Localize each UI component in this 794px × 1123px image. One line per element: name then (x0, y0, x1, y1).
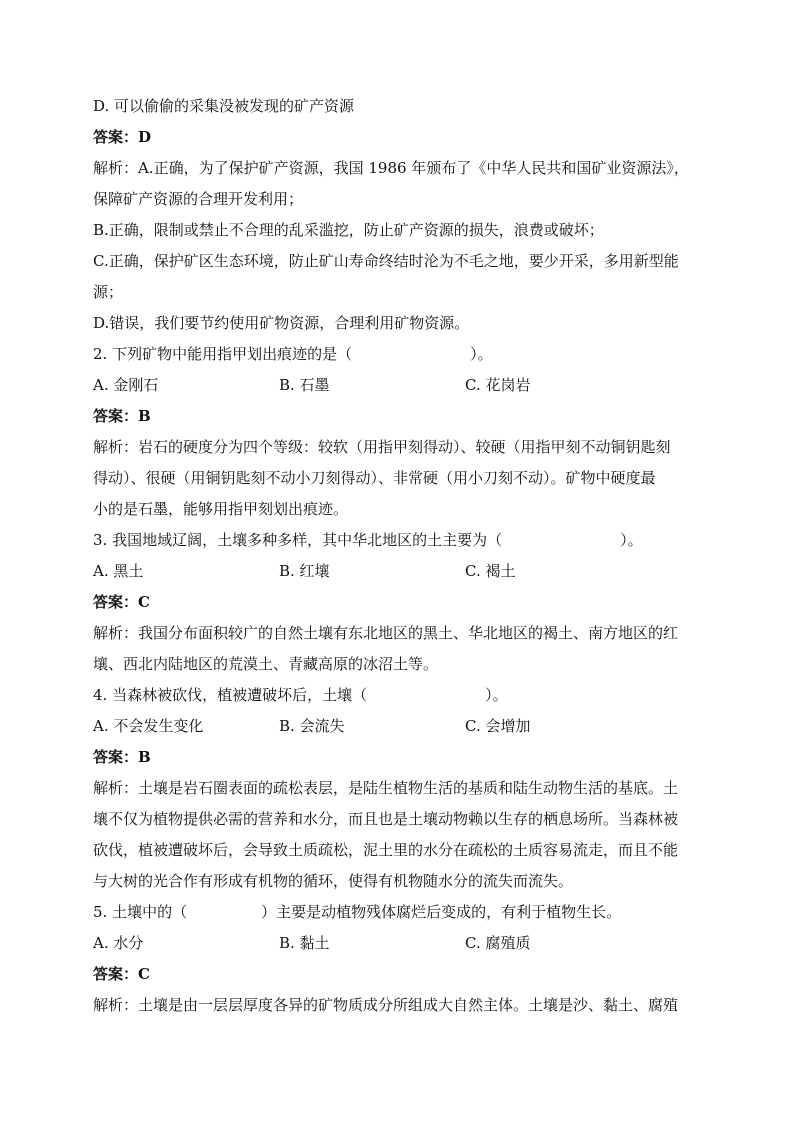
q1-analysis-line: 解析：A.正确，为了保护矿产资源，我国 1986 年颁布了《中华人民共和国矿业资源法》， (93, 159, 689, 177)
q2-option-c: C. 花岗岩 (465, 376, 531, 394)
q3-analysis-line: 壤、西北内陆地区的荒漠土、青藏高原的冰沼土等。 (93, 655, 439, 673)
q2-stem (93, 339, 733, 370)
q3-stem (93, 525, 733, 556)
q5-option-c: C. 腐殖质 (465, 934, 531, 952)
q5-answer: 答案：C (93, 965, 150, 983)
q1-analysis-line: 保障矿产资源的合理开发利用； (93, 190, 304, 208)
document-page (93, 91, 733, 1021)
q1-analysis-line: 源； (93, 283, 124, 301)
q2-analysis-line: 得动）、很硬（用铜钥匙刻不动小刀刻得动）、非常硬（用小刀刻不动）。矿物中硬度最 (93, 469, 656, 487)
q4-analysis-line: 与大树的光合作有形成有机物的循环，使得有机物随水分的流失而流失。 (93, 872, 574, 890)
q2-answer: 答案：B (93, 407, 151, 425)
q3-option-a: A. 黑土 (93, 562, 144, 580)
q3-analysis-line: 解析：我国分布面积较广的自然土壤有东北地区的黑土、华北地区的褐土、南方地区的红 (93, 624, 679, 642)
q3-options (93, 556, 733, 587)
q4-stem-end: ）。 (485, 686, 508, 704)
q3-answer: 答案：C (93, 593, 150, 611)
q1-analysis-line: B.正确，限制或禁止不合理的乱采滥挖，防止矿产资源的损失，浪费或破坏； (93, 221, 604, 239)
q4-option-c: C. 会增加 (465, 717, 531, 735)
q2-options (93, 370, 733, 401)
q4-option-a: A. 不会发生变化 (93, 717, 204, 735)
q2-option-b: B. 石墨 (279, 376, 330, 394)
q1-option-d: D. 可以偷偷的采集没被发现的矿产资源 (93, 97, 355, 115)
q5-options (93, 928, 733, 959)
q2-option-a: A. 金刚石 (93, 376, 159, 394)
q1-analysis-line: C.正确，保护矿区生态环境，防止矿山寿命终结时沦为不毛之地，要少开采，多用新型能 (93, 252, 679, 270)
q2-analysis-line: 解析：岩石的硬度分为四个等级：较软（用指甲刻得动）、较硬（用指甲刻不动铜钥匙刻 (93, 438, 671, 456)
q2-stem-end: ）。 (470, 345, 493, 363)
q1-analysis-line: D.错误，我们要节约使用矿物资源，合理利用矿物资源。 (93, 314, 470, 332)
q3-stem-end: ）。 (620, 531, 643, 549)
q4-analysis-line: 壤不仅为植物提供必需的营养和水分，而且也是土壤动物赖以生存的栖息场所。当森林被 (93, 810, 679, 828)
q5-stem-end: ）主要是动植物残体腐烂后变成的，有利于植物生长。 (261, 903, 622, 921)
q3-option-b: B. 红壤 (279, 562, 330, 580)
q5-option-a: A. 水分 (93, 934, 144, 952)
q3-option-c: C. 褐土 (465, 562, 516, 580)
q4-stem (93, 680, 733, 711)
q4-answer: 答案：B (93, 748, 151, 766)
q5-stem-text: 5. 土壤中的（ (93, 903, 188, 921)
q4-option-b: B. 会流失 (279, 717, 345, 735)
q1-answer: 答案：D (93, 128, 152, 146)
q5-option-b: B. 黏土 (279, 934, 330, 952)
q2-stem-text: 2. 下列矿物中能用指甲划出痕迹的是（ (93, 345, 353, 363)
q4-stem-text: 4. 当森林被砍伐，植被遭破坏后，土壤（ (93, 686, 368, 704)
q3-stem-text: 3. 我国地域辽阔，土壤多种多样，其中华北地区的土主要为（ (93, 531, 503, 549)
q2-analysis-line: 小的是石墨，能够用指甲刻划出痕迹。 (93, 500, 349, 518)
q5-analysis-line: 解析：土壤是由一层层厚度各异的矿物质成分所组成大自然主体。土壤是沙、黏土、腐殖 (93, 996, 679, 1014)
q4-options (93, 711, 733, 742)
q4-analysis-line: 砍伐，植被遭破坏后，会导致土质疏松，泥土里的水分在疏松的土质容易流走，而且不能 (93, 841, 679, 859)
q5-stem (93, 897, 733, 928)
q4-analysis-line: 解析：土壤是岩石圈表面的疏松表层，是陆生植物生活的基质和陆生动物生活的基底。土 (93, 779, 679, 797)
